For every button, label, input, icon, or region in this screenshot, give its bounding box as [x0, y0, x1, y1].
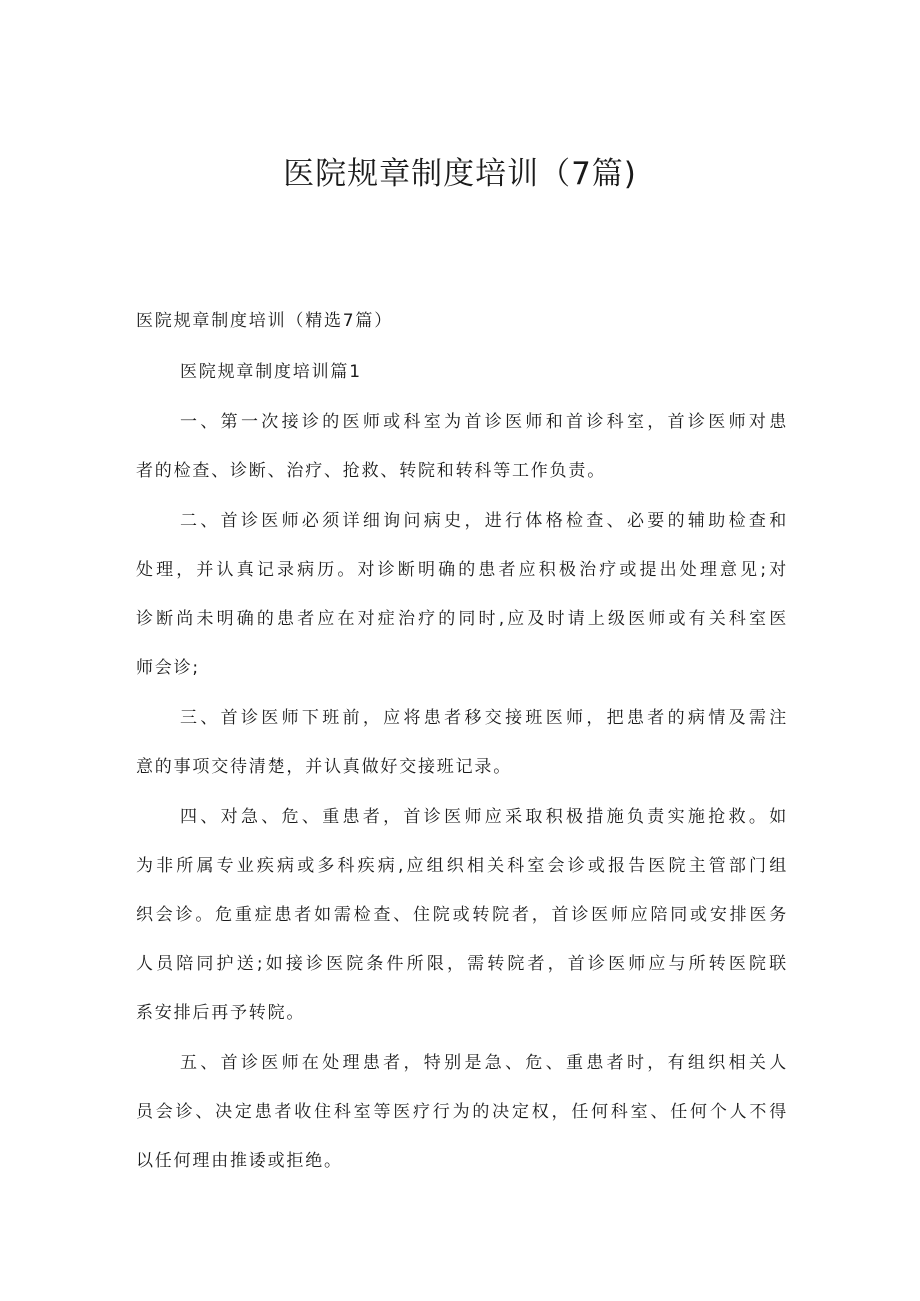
paragraph-line: 为非所属专业疾病或多科疾病,应组织相关科室会诊或报告医院主管部门组 [136, 856, 788, 876]
section-heading: 医院规章制度培训篇1 [180, 362, 362, 382]
paragraph-line: 五、首诊医师在处理患者，特别是急、危、重患者时，有组织相关人 [180, 1053, 788, 1073]
paragraph-2 [136, 508, 788, 681]
paragraph-3 [136, 705, 788, 780]
paragraph-line: 系安排后再予转院。 [136, 1003, 306, 1023]
document-body [136, 304, 788, 1174]
paragraph-line: 师会诊; [136, 658, 200, 678]
paragraph-line: 四、对急、危、重患者，首诊医师应采取积极措施负责实施抢救。如 [180, 807, 788, 827]
paragraph-line: 以任何理由推诿或拒绝。 [136, 1151, 343, 1171]
paragraph-5 [136, 1050, 788, 1174]
paragraph-line: 织会诊。危重症患者如需检查、住院或转院者，首诊医师应陪同或安排医务 [136, 905, 788, 925]
paragraph-line: 处理，并认真记录病历。对诊断明确的患者应积极治疗或提出处理意见;对 [136, 560, 788, 580]
paragraph-line: 一、第一次接诊的医师或科室为首诊医师和首诊科室，首诊医师对患 [180, 412, 788, 432]
paragraph-1 [136, 409, 788, 484]
paragraph-line: 者的检查、诊断、治疗、抢救、转院和转科等工作负责。 [136, 461, 606, 481]
paragraph-line: 诊断尚未明确的患者应在对症治疗的同时,应及时请上级医师或有关科室医 [136, 609, 788, 629]
paragraph-line: 人员陪同护送;如接诊医院条件所限，需转院者，首诊医师应与所转医院联 [136, 954, 788, 974]
paragraph-line: 员会诊、决定患者收住科室等医疗行为的决定权，任何科室、任何个人不得 [136, 1102, 788, 1122]
paragraph-line: 二、首诊医师必须详细询问病史，进行体格检查、必要的辅助检查和 [180, 511, 788, 531]
document-subtitle: 医院规章制度培训（精选7篇） [136, 311, 394, 331]
paragraph-line: 意的事项交待清楚，并认真做好交接班记录。 [136, 757, 512, 777]
paragraph-line: 三、首诊医师下班前，应将患者移交接班医师，把患者的病情及需注 [180, 708, 788, 728]
document-title: 医院规章制度培训（7篇) [283, 156, 637, 192]
paragraph-4 [136, 804, 788, 1026]
